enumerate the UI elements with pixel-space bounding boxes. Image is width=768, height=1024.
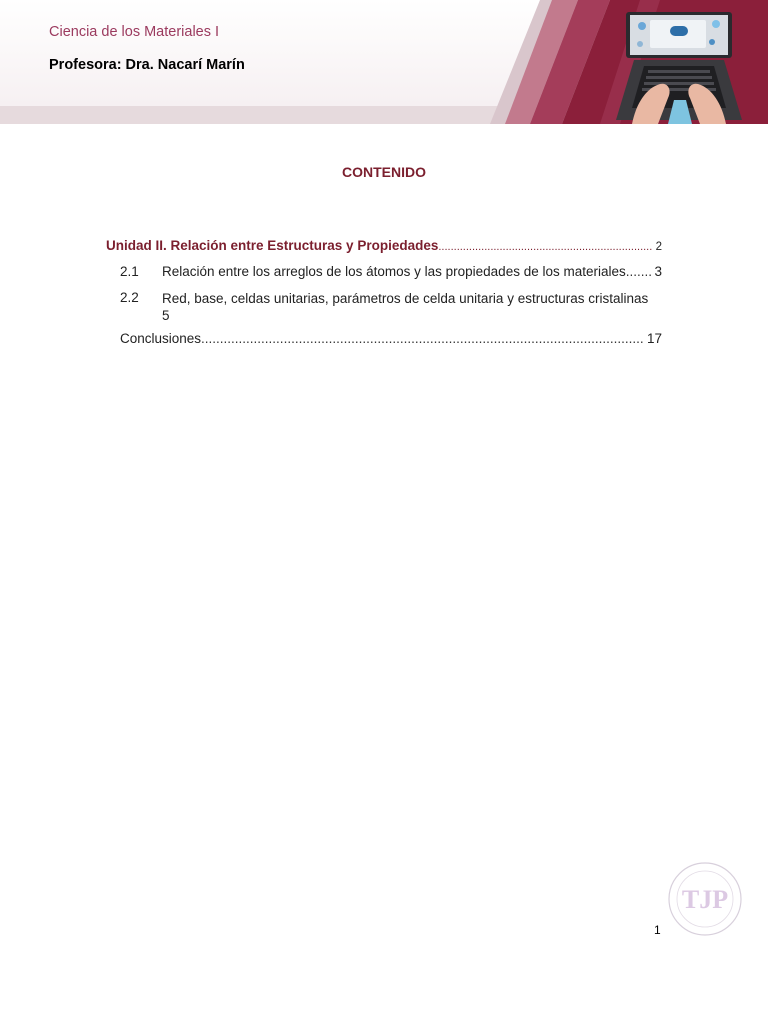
toc-section-number: 2.1 [120,264,139,279]
toc-page-number: 3 [654,264,662,279]
toc-page-number: 5 [162,308,170,323]
toc-page-number: 17 [646,331,662,346]
toc-entry-conclusions[interactable] [120,331,662,346]
toc-entry-text-wrap [162,290,660,324]
toc-entry-text: Unidad II. Relación entre Estructuras y Propiedades [106,238,439,253]
toc-section-number: 2.2 [120,290,139,305]
toc-leader-dots [438,241,652,253]
page-number: 1 [654,923,661,937]
teacher-name: Profesora: Dra. Nacarí Marín [49,57,245,73]
toc-heading: CONTENIDO [342,164,426,180]
laptop-hands-illustration [612,8,746,124]
toc-leader-dots [201,331,644,346]
toc-entry-2-1[interactable] [106,264,662,279]
toc-entry-unit[interactable] [106,238,662,253]
toc-page-number: 2 [655,241,662,253]
seal-monogram: TJP [681,885,729,914]
toc-entry-text: Red, base, celdas unitarias, parámetros de celda unitaria y estructuras cristalinas [162,291,649,306]
course-title: Ciencia de los Materiales I [49,24,220,40]
toc-entry-text: Relación entre los arreglos de los átomos y las propiedades de los materiales [162,264,626,279]
toc-entry-2-2[interactable] [106,290,662,324]
toc-leader-dots [626,264,652,279]
university-seal-watermark [666,858,744,940]
toc-entry-text: Conclusiones [120,331,202,346]
page-header [0,0,768,124]
